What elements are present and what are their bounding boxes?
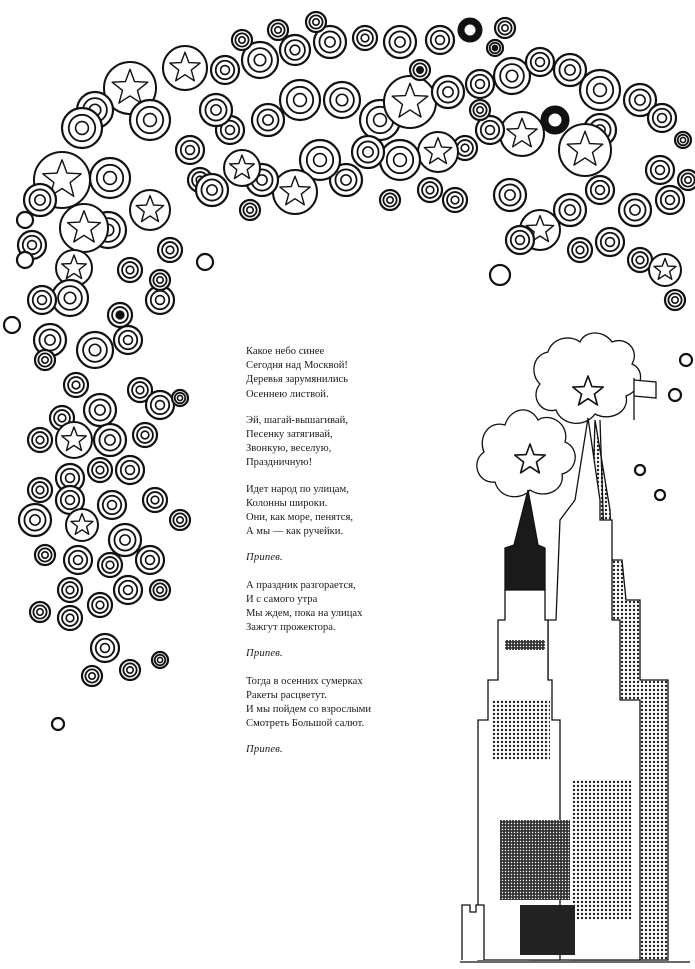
kremlin-towers [460,333,690,962]
refrain-label: Припев. [246,744,283,756]
poem-line: А праздник разгорается, [246,579,356,591]
poem-line: Осеннею листвой. [246,388,329,400]
firework-ring [635,465,645,475]
firework-ring [109,524,141,556]
firework-ring [88,593,112,617]
firework-ring [232,30,252,50]
firework-ring [410,60,430,80]
firework-ring [490,265,510,285]
firework-ring [176,136,204,164]
firework-ring [426,26,454,54]
firework-ring [240,200,260,220]
firework-ring [196,174,228,206]
poem-line: И мы пойдем со взрослыми [246,704,372,716]
poem-line: Колонны широки. [246,497,328,509]
firework-ring [324,82,360,118]
refrain-label: Припев. [246,648,283,660]
firework-ring [94,424,126,456]
firework-ring [114,326,142,354]
firework-ring [466,70,494,98]
star-firework [273,170,317,214]
firework-ring [384,26,416,58]
star-firework [384,76,436,128]
firework-ring [28,428,52,452]
firework-ring [619,194,651,226]
poem-line: Эй, шагай-вышагивай, [246,414,348,426]
firework-ring [52,718,64,730]
firework-ring [152,652,168,668]
poem-line: Ракеты расцветут. [246,689,327,701]
firework-ring [665,290,685,310]
firework-ring [200,94,232,126]
firework-ring [58,578,82,602]
refrain-label: Припев. [246,552,283,564]
firework-ring [77,332,113,368]
firework-ring [64,546,92,574]
firework-ring [98,553,122,577]
poem-line: Мы ждем, пока на улицах [246,608,363,620]
poem-line: Какое небо синее [246,346,325,357]
firework-ring [64,373,88,397]
firework-ring [675,132,691,148]
star-firework [500,112,544,156]
flag [634,378,656,420]
firework-ring [506,226,534,254]
firework-ring [646,156,674,184]
firework-ring [19,504,51,536]
poem-line: Праздничную! [246,457,313,469]
stanza [246,414,446,471]
firework-ring [656,186,684,214]
firework-ring [443,188,467,212]
firework-ring [353,26,377,50]
firework-ring [470,100,490,120]
poem-line: Песенку затягивай, [246,429,333,441]
firework-ring [678,170,695,190]
firework-ring [280,80,320,120]
tower-left-spire [505,490,545,590]
firework-ring [495,18,515,38]
firework-ring [380,140,420,180]
firework-ring [120,660,140,680]
firework-ring [114,576,142,604]
stanza [246,675,446,732]
firework-ring [268,20,288,40]
firework-ring [432,76,464,108]
poem-line: А мы — как ручейки. [246,526,344,538]
firework-ring [487,40,503,56]
firework-ring [52,280,88,316]
firework-ring [655,490,665,500]
firework-ring [91,634,119,662]
firework-ring [172,390,188,406]
firework-ring [130,100,170,140]
firework-ring [158,238,182,262]
firework-ring [150,270,170,290]
firework-ring [4,317,20,333]
firework-ring [17,252,33,268]
firework-ring [568,238,592,262]
firework-ring [554,194,586,226]
firework-ring [252,104,284,136]
firework-ring [197,254,213,270]
firework-ring [380,190,400,210]
stanza [246,345,446,402]
firework-ring [118,258,142,282]
firework-ring [28,286,56,314]
star-firework [163,46,207,90]
firework-ring [108,303,132,327]
firework-ring [35,350,55,370]
firework-ring [82,666,102,686]
poem-line: Смотреть Большой салют. [246,718,365,730]
firework-ring [352,136,384,168]
firework-ring [596,228,624,256]
firework-ring [146,391,174,419]
star-firework [60,204,108,252]
firework-ring [88,458,112,482]
stanza [246,579,446,636]
firework-ring [28,478,52,502]
poem-line: Зажгут прожектора. [246,622,336,634]
firework-ring [211,56,239,84]
star-firework [66,509,98,541]
firework-ring [35,545,55,565]
firework-ring [98,491,126,519]
firework-ring [580,70,620,110]
firework-ring [17,212,33,228]
firework-ring [494,179,526,211]
firework-ring [133,423,157,447]
firework-ring [306,12,326,32]
star-firework [130,190,170,230]
firework-ring [680,354,692,366]
poem-line: Звонкую, веселую, [246,443,332,455]
firework-ring [586,176,614,204]
firework-ring [669,389,681,401]
firework-ring [418,178,442,202]
poem-line: Сегодня над Москвой! [246,360,348,372]
firework-ring [58,606,82,630]
firework-ring [24,184,56,216]
poem-line: Тогда в осенних сумерках [246,675,363,687]
poem [246,345,446,771]
firework-ring [116,456,144,484]
firework-ring [541,106,569,134]
firework-ring [494,58,530,94]
firework-ring [150,580,170,600]
star-firework [56,422,92,458]
firework-ring [280,35,310,65]
kremlin-wall [462,905,484,960]
firework-ring [84,394,116,426]
star-firework [649,254,681,286]
firework-ring [136,546,164,574]
poem-line: Идет народ по улицам, [246,483,349,495]
firework-ring [648,104,676,132]
star-firework [418,132,458,172]
poem-line: И с самого утра [246,593,318,605]
firework-ring [62,108,102,148]
poem-line: Они, как море, пенятся, [246,512,353,524]
firework-ring [90,158,130,198]
poem-line: Деревья зарумянились [246,374,349,386]
star-firework [559,124,611,176]
star-firework [224,150,260,186]
firework-ring [526,48,554,76]
stanza [246,483,446,540]
firework-ring [30,602,50,622]
firework-ring [458,18,482,42]
firework-ring [170,510,190,530]
firework-ring [143,488,167,512]
